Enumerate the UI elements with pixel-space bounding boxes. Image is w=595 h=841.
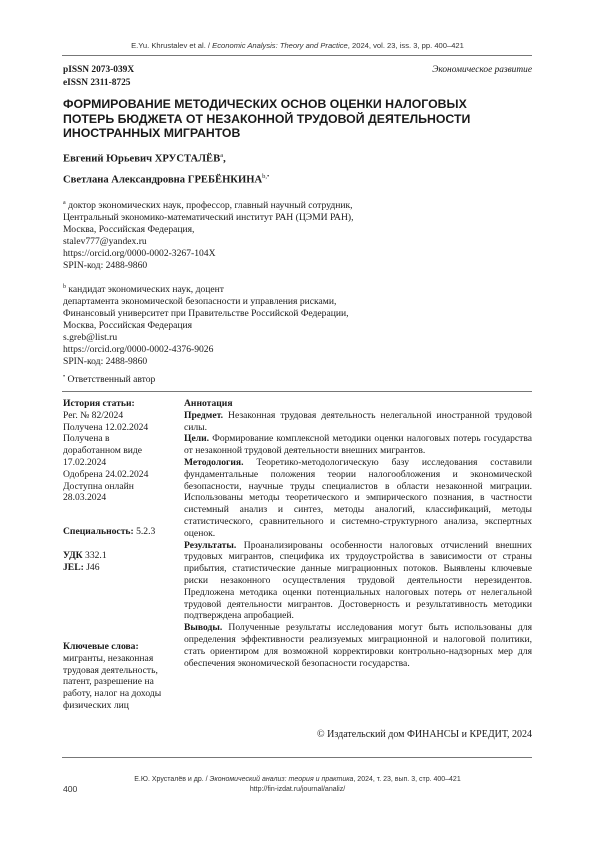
running-head-authors: E.Yu. Khrustalev et al. bbox=[131, 41, 206, 50]
running-head-details: , 2024, vol. 23, iss. 3, pp. 400–421 bbox=[347, 41, 464, 50]
online-issn: eISSN 2311-8725 bbox=[63, 78, 131, 88]
abstract-heading: Аннотация bbox=[184, 398, 233, 409]
footer-rule bbox=[62, 757, 532, 758]
affiliation-b: $^b$ кандидат экономических наук, доцент департамента экономической безопасности и управления рисками, Финансовый университет при Правительстве Российской Федерации, Москва, Российская Федерация s.greb@list.ru https://orcid.org/0000-0002-4376-9026 SPIN-код: 2488-9860 bbox=[63, 284, 349, 368]
running-head-journal: Economic Analysis: Theory and Practice bbox=[212, 41, 348, 50]
article-history: История статьи: Рег. № 82/2024 Получена 12.02.2024 Получена в доработанном виде 17.02.2024 Одобрена 24.02.2024 Доступна онлайн 28.03.2024 bbox=[63, 398, 149, 504]
journal-url[interactable]: http://fin-izdat.ru/journal/analiz/ bbox=[249, 785, 346, 793]
abstract-results: Результаты. Проанализированы особенности налоговых отчислений внешних трудовых мигрантов, специфика их трудоустройства в зависимости от страны прибытия, статистические данные миграционных потоков. Выявлены ключевые риски незаконного осуществления трудовой деятельности нерезидентов. Предложена методика оценки потенциальных налоговых потерь от нелегальной трудовой деятельности мигрантов. Достоверность и результативность методики подтверждена апробацией. bbox=[184, 539, 532, 622]
author-1: Евгений Юрьевич ХРУСТАЛЁВ$^a$, bbox=[63, 152, 226, 165]
author-2: Светлана Александровна $ГРЕБЁНКИНА^{b,•}$ bbox=[63, 173, 270, 186]
specialty: Специальность: 5.2.3 bbox=[63, 526, 156, 537]
copyright: © Издательский дом ФИНАНСЫ и КРЕДИТ, 2024 bbox=[317, 729, 532, 740]
jel: JEL: J46 bbox=[63, 562, 100, 573]
abstract-conclusions: Выводы. Полученные результаты исследования могут быть использованы для определения эффективности реализуемых миграционной и налоговой политики, стать ориентиром для возможной корректировки контрольно-надзорных мер для обеспечения экономической безопасности государства. bbox=[184, 622, 532, 669]
content-rule bbox=[62, 391, 532, 392]
author-b-email[interactable]: s.greb@list.ru bbox=[63, 332, 118, 344]
udk: УДК 332.1 bbox=[63, 550, 107, 561]
article-title: ФОРМИРОВАНИЕ МЕТОДИЧЕСКИХ ОСНОВ ОЦЕНКИ НАЛОГОВЫХ ПОТЕРЬ БЮДЖЕТА ОТ НЕЗАКОННОЙ ТРУДОВОЙ ДЕЯТЕЛЬНОСТИ ИНОСТРАННЫХ МИГРАНТОВ bbox=[63, 97, 471, 141]
abstract bbox=[184, 398, 532, 669]
abstract-subject: Предмет. Незаконная трудовая деятельность нелегальной иностранной трудовой силы. bbox=[184, 409, 532, 433]
affiliation-a: $^a$ доктор экономических наук, профессор, главный научный сотрудник, Центральный экономико-математический институт РАН (ЦЭМИ РАН), Москва, Российская Федерация, stalev777@yandex.ru https://orcid.org/0000-0002-3267-104X SPIN-код: 2488-9860 bbox=[63, 200, 354, 272]
section-name: Экономическое развитие bbox=[432, 65, 532, 75]
author-b-orcid[interactable]: https://orcid.org/0000-0002-4376-9026 bbox=[63, 344, 214, 356]
footer: Е.Ю. Хрусталёв и др. / Экономический анализ: теория и практика, 2024, т. 23, вып. 3, стр. 400–421 http://fin-izdat.ru/journal/analiz/ bbox=[0, 775, 595, 794]
header-rule bbox=[62, 55, 532, 56]
author-a-orcid[interactable]: https://orcid.org/0000-0002-3267-104X bbox=[63, 248, 216, 260]
running-head: E.Yu. Khrustalev et al. / Economic Analysis: Theory and Practice, 2024, vol. 23, iss. 3, pp. 400–421 bbox=[131, 41, 464, 50]
page-number: 400 bbox=[63, 784, 78, 794]
corresponding-author-note: • Ответственный автор bbox=[63, 374, 156, 386]
abstract-goals: Цели. Формирование комплексной методики оценки налоговых потерь государства от незаконной трудовой деятельности внешних мигрантов. bbox=[184, 433, 532, 457]
keywords: Ключевые слова: мигранты, незаконная трудовая деятельность, патент, разрешение на работу, налог на доходы физических лиц bbox=[63, 641, 162, 711]
author-a-email[interactable]: stalev777@yandex.ru bbox=[63, 236, 147, 248]
abstract-methodology: Методология. Теоретико-методологическую базу исследования составили фундаментальные положения теории налогообложения и экономической безопасности, научные труды специалистов в области незаконной миграции. Использованы методы теоретического и эмпирического познания, в частности системный анализ и синтез, методы аналогий, классификаций, методы статистического, сравнительного и системно-структурного анализа, экспертных оценок. bbox=[184, 456, 532, 539]
print-issn: pISSN 2073-039X bbox=[63, 65, 135, 75]
